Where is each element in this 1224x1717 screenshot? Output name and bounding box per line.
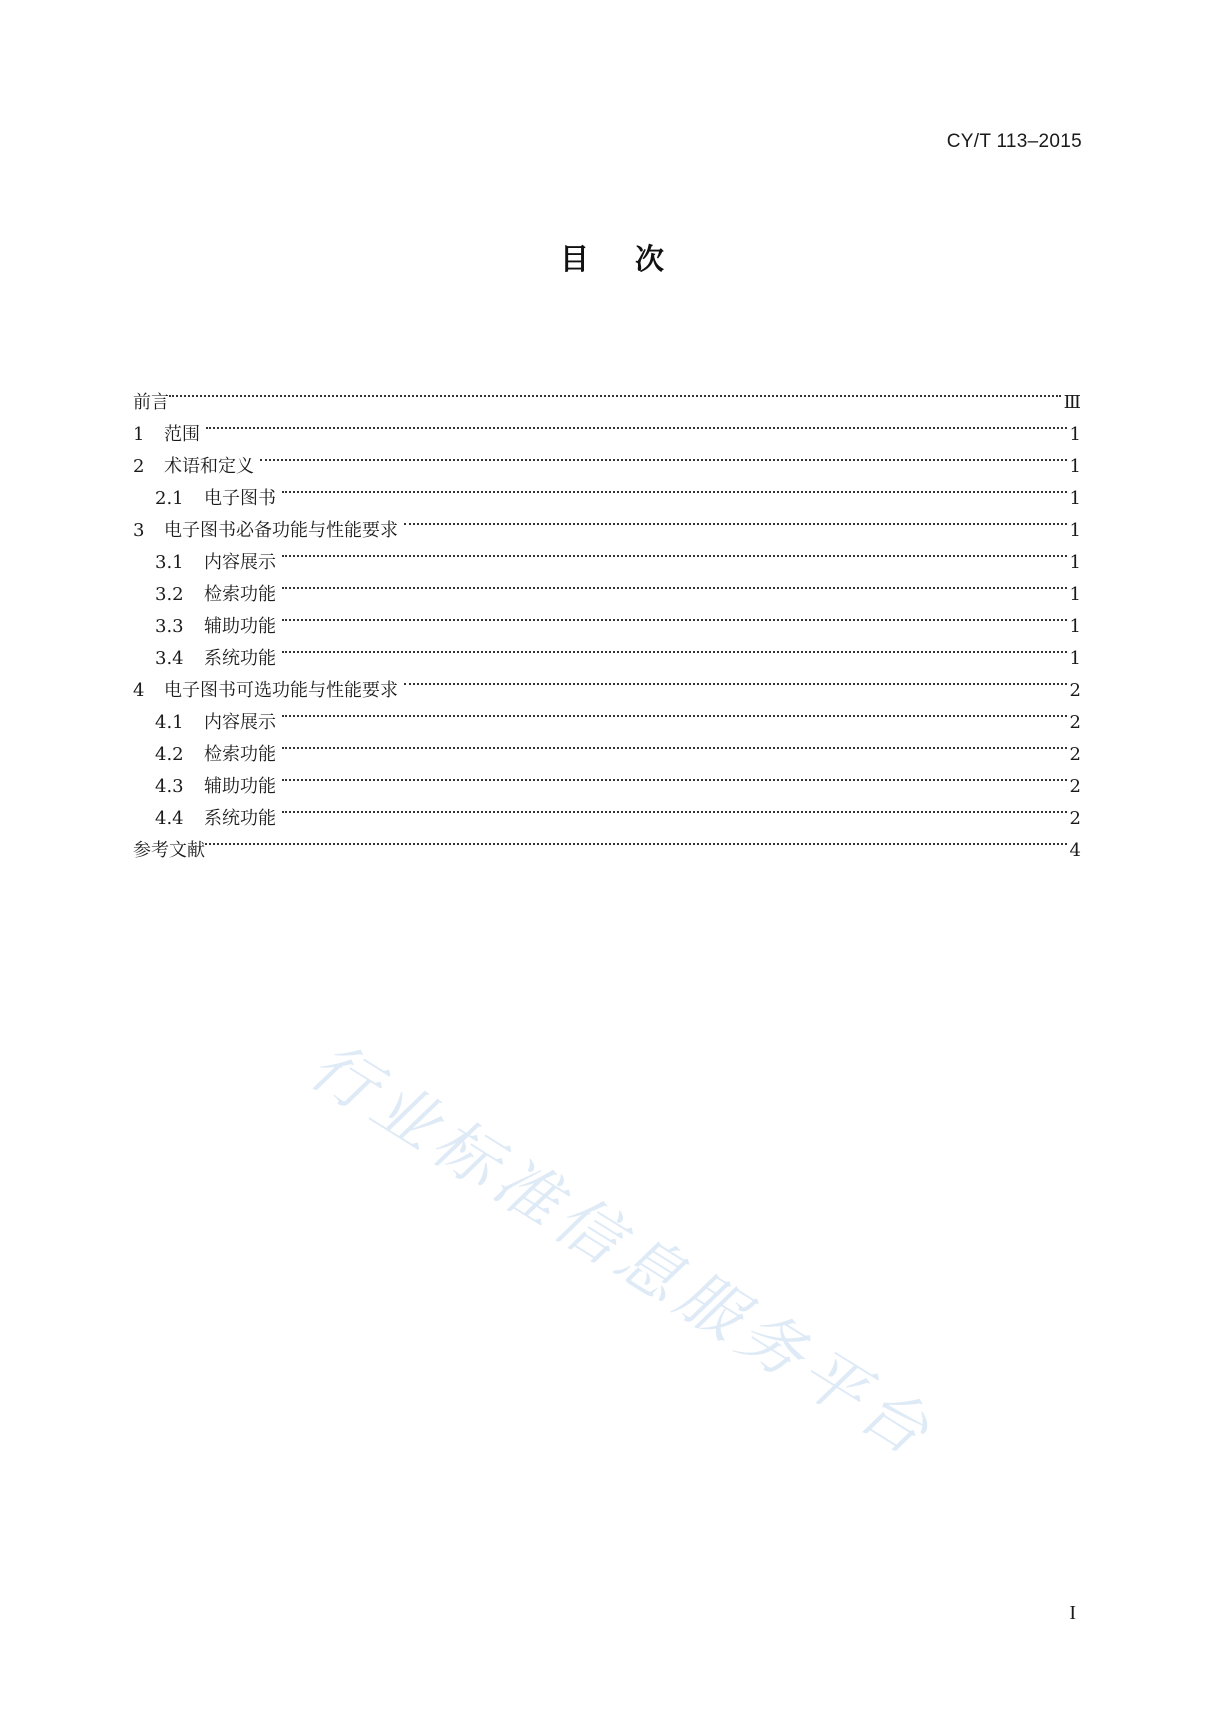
toc-leader-dots [260, 440, 1067, 472]
toc-page-number: 4 [1069, 840, 1081, 861]
toc-entry-title: 检索功能 [204, 744, 276, 765]
toc-page-number: 1 [1069, 616, 1081, 637]
toc-entry-title: 系统功能 [204, 808, 276, 829]
toc-entry-title: 内容展示 [204, 552, 276, 573]
toc-entry-title: 辅助功能 [204, 616, 276, 637]
toc-section-number: 1 [133, 424, 145, 445]
toc-leader-dots [206, 408, 1067, 440]
toc-entry-2-1[interactable] [133, 472, 1081, 509]
toc-entry-title: 电子图书必备功能与性能要求 [164, 520, 398, 541]
toc-page-number: 1 [1069, 584, 1081, 605]
toc-section-number: 3.3 [155, 616, 184, 637]
toc-entry-title: 前言 [133, 392, 169, 413]
toc-leader-dots [169, 376, 1061, 408]
toc-leader-dots [282, 536, 1067, 568]
toc-page-number: 2 [1069, 680, 1081, 701]
toc-leader-dots [282, 696, 1067, 728]
toc-leader-dots [282, 472, 1067, 504]
toc-section-number: 4.3 [155, 776, 184, 797]
toc-entry-preface[interactable] [133, 376, 1081, 413]
toc-section-number: 3.1 [155, 552, 184, 573]
watermark-text: 行业标准信息服务平台 [296, 1028, 947, 1474]
toc-page-number: 2 [1069, 744, 1081, 765]
toc-page-number: Ⅲ [1063, 392, 1081, 413]
toc-page-number: 1 [1069, 424, 1081, 445]
toc-entry-title: 检索功能 [204, 584, 276, 605]
table-of-contents [133, 376, 1081, 861]
toc-leader-dots [282, 792, 1067, 824]
toc-entry-title: 辅助功能 [204, 776, 276, 797]
toc-page-number: 2 [1069, 776, 1081, 797]
toc-section-number: 4.4 [155, 808, 184, 829]
toc-leader-dots [282, 760, 1067, 792]
toc-page-number: 1 [1069, 488, 1081, 509]
toc-entry-references[interactable] [133, 824, 1081, 861]
toc-page-number: 1 [1069, 648, 1081, 669]
toc-entry-1[interactable] [133, 408, 1081, 445]
toc-section-number: 2 [133, 456, 145, 477]
toc-section-number: 4 [133, 680, 145, 701]
toc-entry-title: 范围 [164, 424, 200, 445]
toc-leader-dots [282, 600, 1067, 632]
toc-leader-dots [282, 632, 1067, 664]
toc-entry-title: 术语和定义 [164, 456, 254, 477]
toc-page-number: 1 [1069, 520, 1081, 541]
toc-entry-title: 内容展示 [204, 712, 276, 733]
toc-section-number: 3.2 [155, 584, 184, 605]
toc-page-number: 2 [1069, 712, 1081, 733]
toc-entry-title: 电子图书 [204, 488, 276, 509]
toc-entry-title: 参考文献 [133, 840, 205, 861]
standard-number: CY/T 113–2015 [946, 131, 1082, 152]
toc-page-number: 2 [1069, 808, 1081, 829]
toc-entry-title: 系统功能 [204, 648, 276, 669]
toc-entry-2[interactable] [133, 440, 1081, 477]
toc-section-number: 3.4 [155, 648, 184, 669]
toc-leader-dots [282, 568, 1067, 600]
toc-leader-dots [404, 664, 1067, 696]
toc-section-number: 4.1 [155, 712, 184, 733]
page-number: I [1069, 1602, 1076, 1624]
toc-page-number: 1 [1069, 456, 1081, 477]
toc-section-number: 2.1 [155, 488, 184, 509]
page-title: 目次 [559, 242, 710, 276]
toc-section-number: 3 [133, 520, 145, 541]
toc-entry-title: 电子图书可选功能与性能要求 [164, 680, 398, 701]
toc-section-number: 4.2 [155, 744, 184, 765]
toc-page-number: 1 [1069, 552, 1081, 573]
toc-leader-dots [205, 824, 1067, 856]
toc-leader-dots [404, 504, 1067, 536]
toc-leader-dots [282, 728, 1067, 760]
